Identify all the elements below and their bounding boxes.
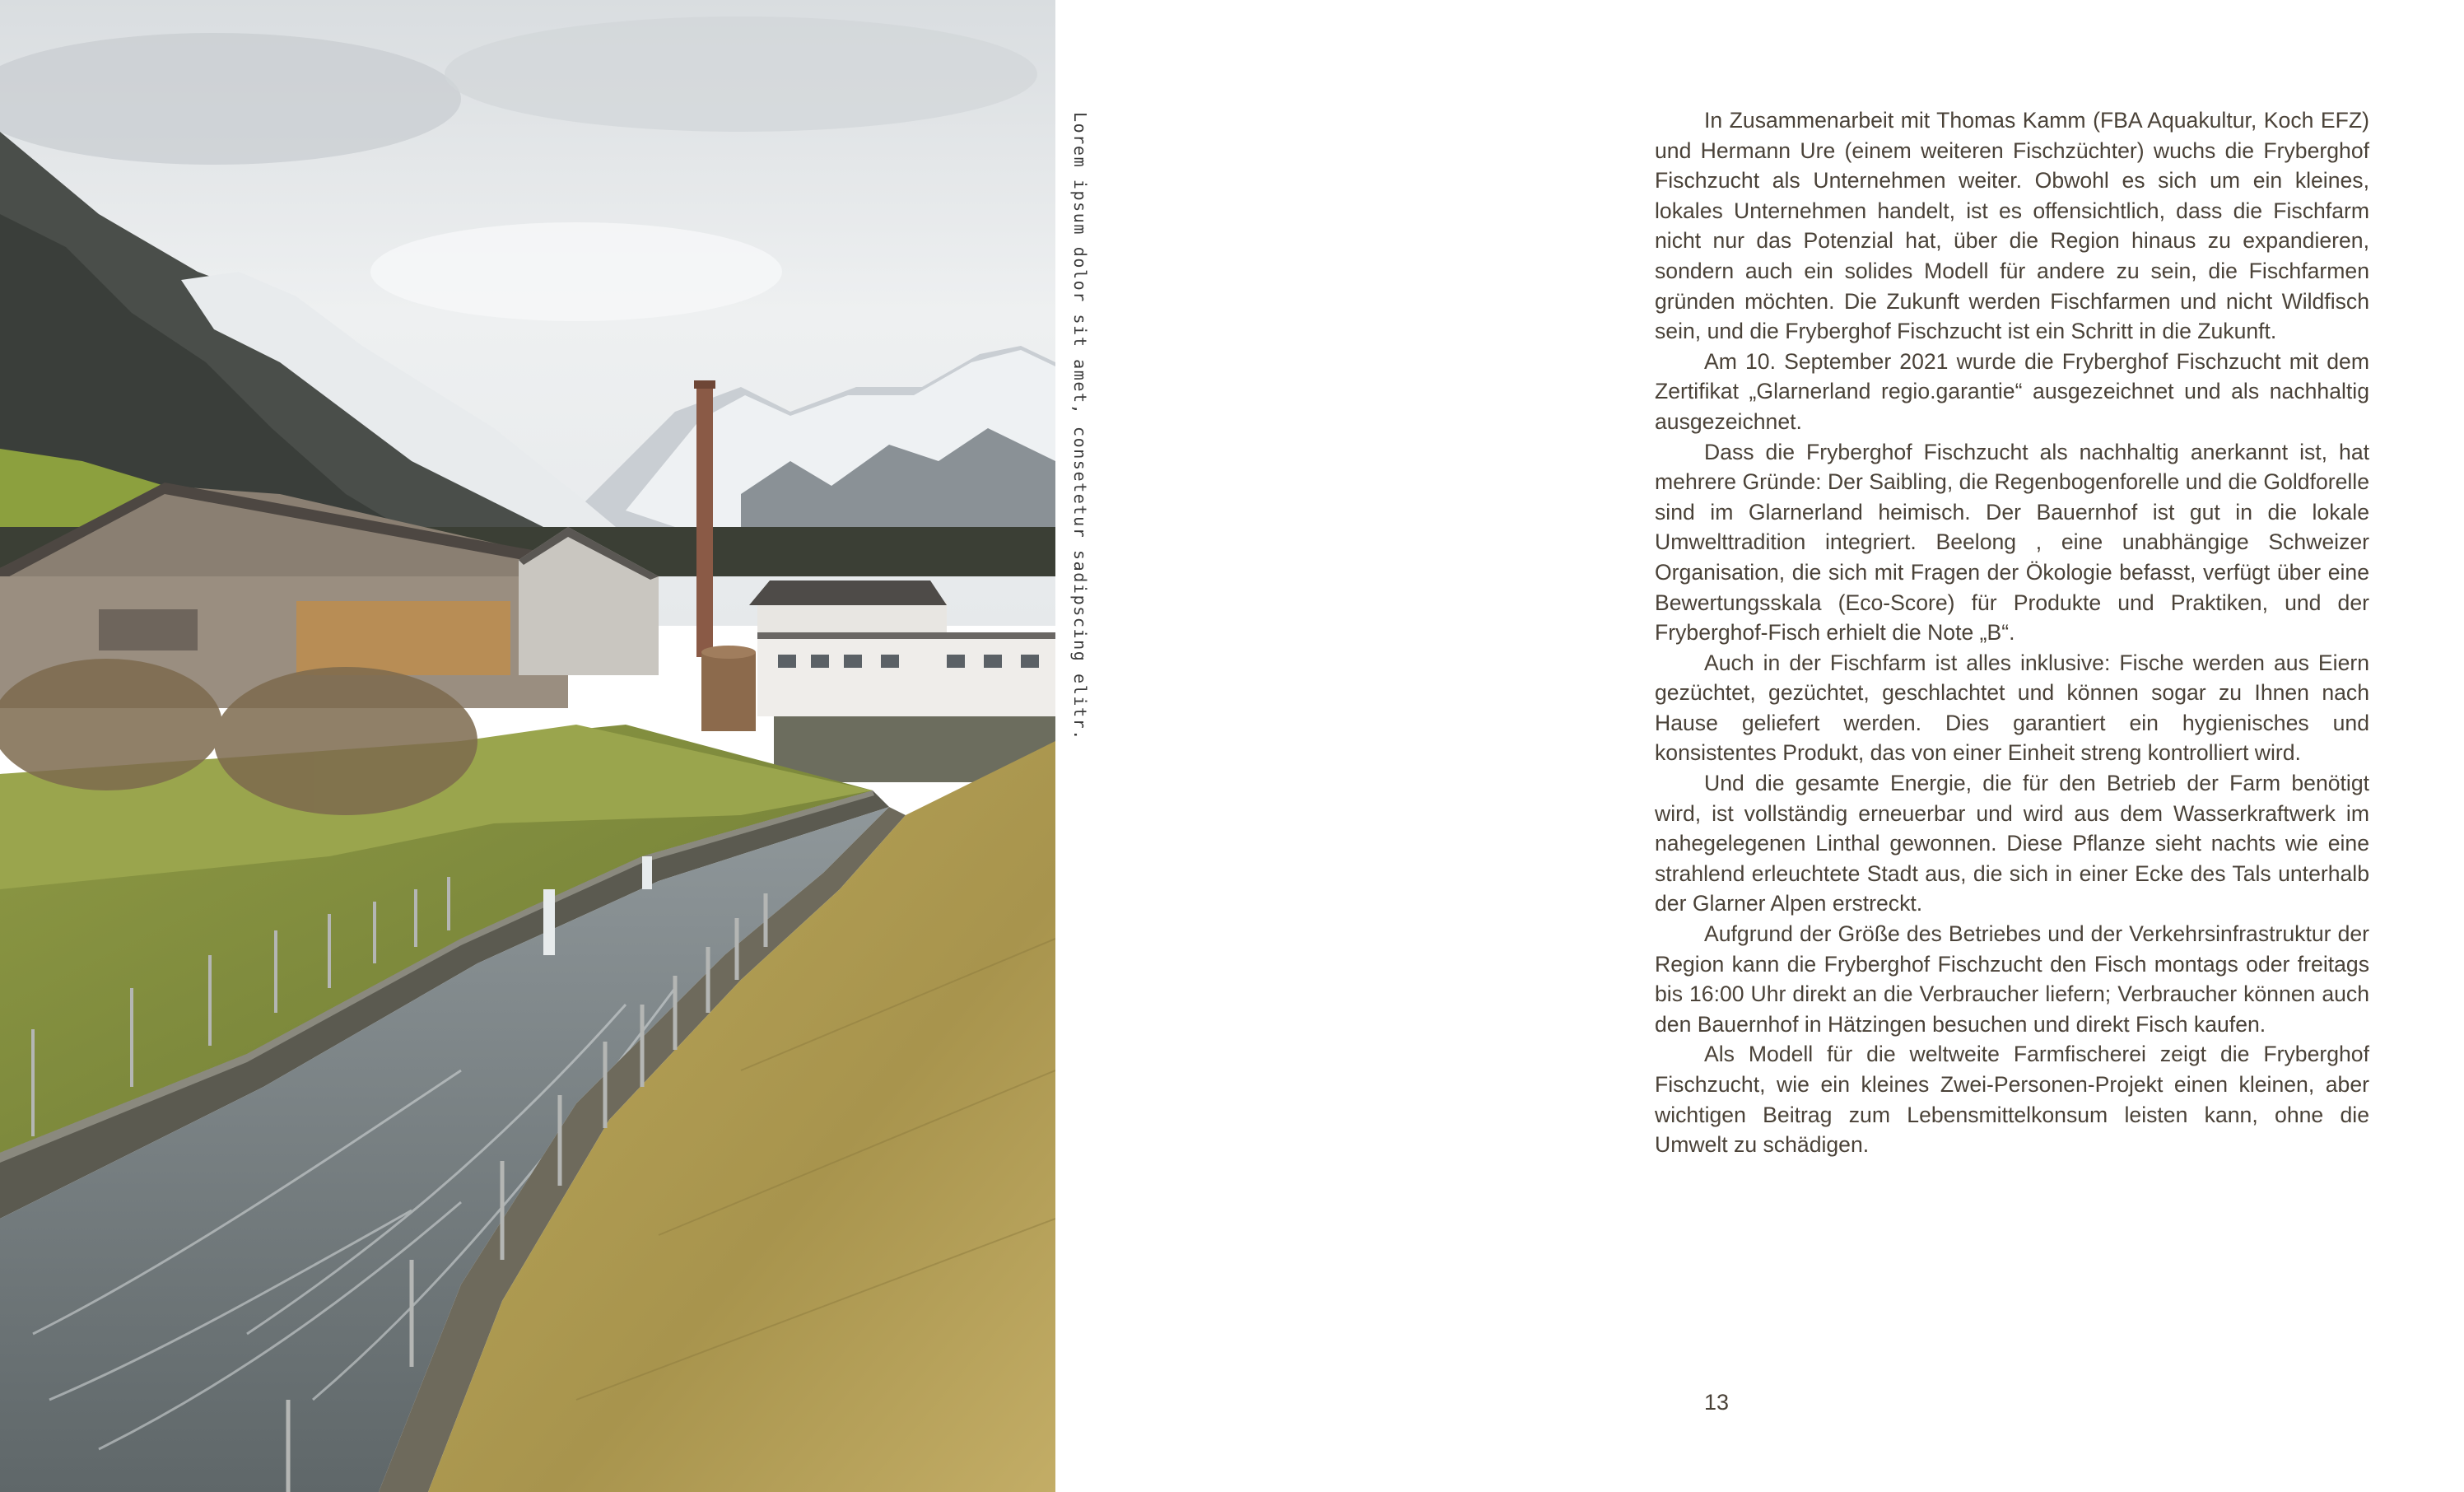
paragraph: Auch in der Fischfarm ist alles inklusive: Fische werden aus Eiern gezüchtet, gezüchtet, geschlachtet und können sogar zu Ihnen nach Hause geliefert werden. Dies garantiert ein hygienisches und konsistentes Produkt, das von einer Einheit streng kontrolliert wird. <box>1655 650 2369 766</box>
paragraph: In Zusammenarbeit mit Thomas Kamm (FBA Aquakultur, Koch EFZ) und Hermann Ure (einem weiteren Fischzüchter) wuchs die Fryberghof Fischzucht als Unternehmen weiter. Obwohl es sich um ein kleines, lokales Unternehmen handelt, ist es offensichtlich, dass die Fischfarm nicht nur das Potenzial hat, über die Region hinaus zu expandieren, sondern auch ein solides Modell für andere zu sein, die Fischfarmen gründen möchten. Die Zukunft werden Fischfarmen und nicht Wildfisch sein, und die Fryberghof Fischzucht ist ein Schritt in die Zukunft. <box>1655 108 2369 344</box>
paragraph: Und die gesamte Energie, die für den Betrieb der Farm benötigt wird, ist vollständig erneuerbar und wird aus dem Wasserkraftwerk im nahegelegenen Linthal gewonnen. Diese Pflanze sieht nachts wie eine strahlend erleuchtete Stadt aus, die sich in einer Ecke des Tals unterhalb der Glarner Alpen erstreckt. <box>1655 771 2369 916</box>
photo-caption: Lorem ipsum dolor sit amet, consetetur sadipscing elitr. <box>1070 112 1090 741</box>
page-number: 13 <box>1704 1390 1730 1415</box>
landscape-illustration <box>0 0 1055 1492</box>
article-body <box>1655 105 2369 1160</box>
landscape-photo <box>0 0 1055 1492</box>
paragraph: Dass die Fryberghof Fischzucht als nachhaltig anerkannt ist, hat mehrere Gründe: Der Saibling, die Regenbogenforelle und die Goldforelle sind im Glarnerland heimisch. Der Bauernhof ist gut in die lokale Umwelttradition integriert. Beelong , eine unabhängige Schweizer Organisation, die sich mit Fragen der Ökologie befasst, verfügt über eine Bewertungsskala (Eco-Score) für Produkte und Praktiken, und der Fryberghof-Fisch erhielt die Note „B“. <box>1655 439 2369 646</box>
paragraph: Am 10. September 2021 wurde die Fryberghof Fischzucht mit dem Zertifikat „Glarnerland regio.garantie“ ausgezeichnet und als nachhaltig ausgezeichnet. <box>1655 348 2369 434</box>
paragraph: Als Modell für die weltweite Farmfischerei zeigt die Fryberghof Fischzucht, wie ein kleines Zwei-Personen-Projekt einen kleinen, aber wichtigen Beitrag zum Lebensmittelkonsum leisten kann, ohne die Umwelt zu schädigen. <box>1655 1042 2369 1158</box>
paragraph: Aufgrund der Größe des Betriebes und der Verkehrsinfrastruktur der Region kann die Fryberghof Fischzucht den Fisch montags oder freitags bis 16:00 Uhr direkt an die Verbraucher liefern; Verbraucher können auch den Bauernhof in Hätzingen besuchen und direkt Fisch kaufen. <box>1655 921 2369 1037</box>
